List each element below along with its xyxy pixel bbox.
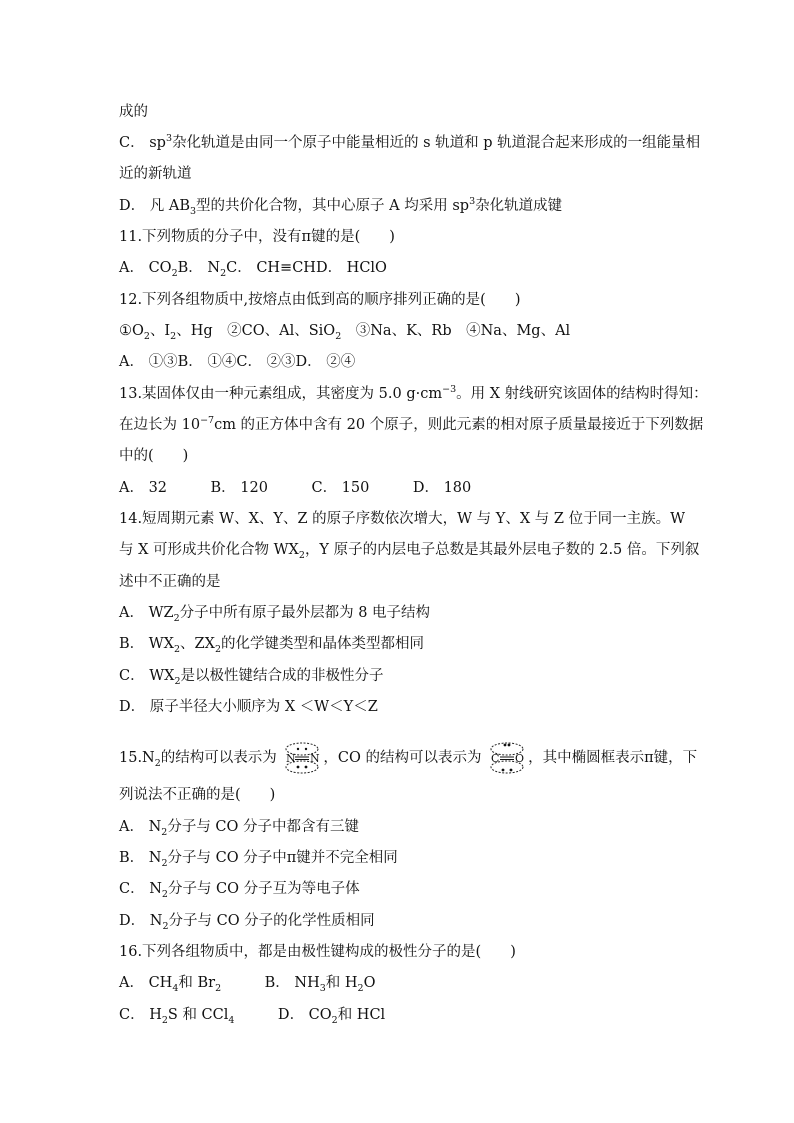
text-line-l18: B． $WX_2$、$ZX_2$的化学键类型和晶体类型都相同 <box>119 636 424 655</box>
text-line-l26: D． $N_2$分子与 CO 分子的化学性质相同 <box>119 913 375 932</box>
text-line-l28: A． $CH_4$和 $Br_2$ B． $NH_3$和 $H_2O$ <box>119 975 376 994</box>
text-line-l7: 12.下列各组物质中,按熔点由低到高的顺序排列正确的是( ) <box>119 292 521 308</box>
text-line-l11: 在边长为 $10^{-7}cm$ 的正方体中含有 20 个原子，则此元素的相对原子质量最接近于下列数据 <box>119 415 704 433</box>
co-right-atom: O <box>515 752 525 765</box>
text-line-l5: 11.下列物质的分子中，没有π键的是( ) <box>119 229 395 245</box>
text-line-l29: C． $H_2S$ 和 CCl$_4$ D． $CO_2$和 HCl <box>119 1007 386 1026</box>
text-line-l14: 14.短周期元素 W、X、Y、Z 的原子序数依次增大，W 与 Y、X 与 Z 位于同一主族。W <box>119 511 685 527</box>
q15-text-1: 15.N <box>119 750 155 766</box>
text-line-l12: 中的( ) <box>119 448 189 464</box>
n2-structure-diagram <box>283 740 321 776</box>
q15-text-2: 的结构可以表示为 <box>160 750 277 766</box>
text-line-l23: A． $N_2$分子与 CO 分子中都含有三键 <box>119 819 360 838</box>
text-line-l4: D． 凡 $AB_3$型的共价化合物，其中心原子 A 均采用 $sp^3$杂化轨道成键 <box>119 196 563 217</box>
n2-left-atom: N <box>286 752 297 765</box>
text-line-l8: $①O_2$、$I_2$、Hg ②CO、Al、SiO$_2$ ③Na、K、Rb ④Na、Mg、Al <box>119 323 571 342</box>
text-line-l3: 近的新轨道 <box>119 166 192 182</box>
text-line-l2: C． $sp^3$杂化轨道是由同一个原子中能量相近的 s 轨道和 p 轨道混合起来形成的一组能量相 <box>119 133 701 151</box>
text-line-l16: 述中不正确的是 <box>119 574 221 590</box>
text-line-l1: 成的 <box>119 104 148 120</box>
text-line-l17: A． $WZ_2$分子中所有原子最外层都为 8 电子结构 <box>119 605 431 624</box>
co-structure-diagram <box>488 740 526 776</box>
question-15-line <box>119 739 697 777</box>
n2-right-atom: N <box>310 752 321 765</box>
text-line-l27: 16.下列各组物质中，都是由极性键构成的极性分子的是( ) <box>119 944 516 960</box>
text-line-l20: D． 原子半径大小顺序为 X ＜W＜Y＜Z <box>119 699 378 715</box>
text-line-l13: A． 32 B． 120 C． 150 D． 180 <box>119 480 472 496</box>
text-line-l15: 与 X 可形成共价化合物 $WX_2$，Y 原子的内层电子总数是其最外层电子数的 2.5 倍。下列叙 <box>119 542 700 561</box>
text-line-l22: 列说法不正确的是( ) <box>119 787 276 803</box>
q15-sub: 2 <box>154 757 161 769</box>
q15-text-4: ，其中椭圆框表示π键，下 <box>528 750 698 766</box>
text-line-l9: A． ①③B． ①④C． ②③D． ②④ <box>119 354 356 370</box>
co-left-atom: C <box>491 752 500 765</box>
text-line-l24: B． $N_2$分子与 CO 分子中π键并不完全相同 <box>119 850 398 869</box>
text-line-l19: C． $WX_2$是以极性键结合成的非极性分子 <box>119 668 384 687</box>
text-line-l6: A． $CO_2B$． $N_2C$． CH≡CHD． HClO <box>119 260 387 279</box>
q15-text-3: ，CO 的结构可以表示为 <box>323 750 482 766</box>
text-line-l10: 13.某固体仅由一种元素组成，其密度为 5.0 $g\cdot cm^{-3}$。用 X 射线研究该固体的结构时得知： <box>119 384 708 402</box>
text-line-l25: C． $N_2$分子与 CO 分子互为等电子体 <box>119 881 360 900</box>
